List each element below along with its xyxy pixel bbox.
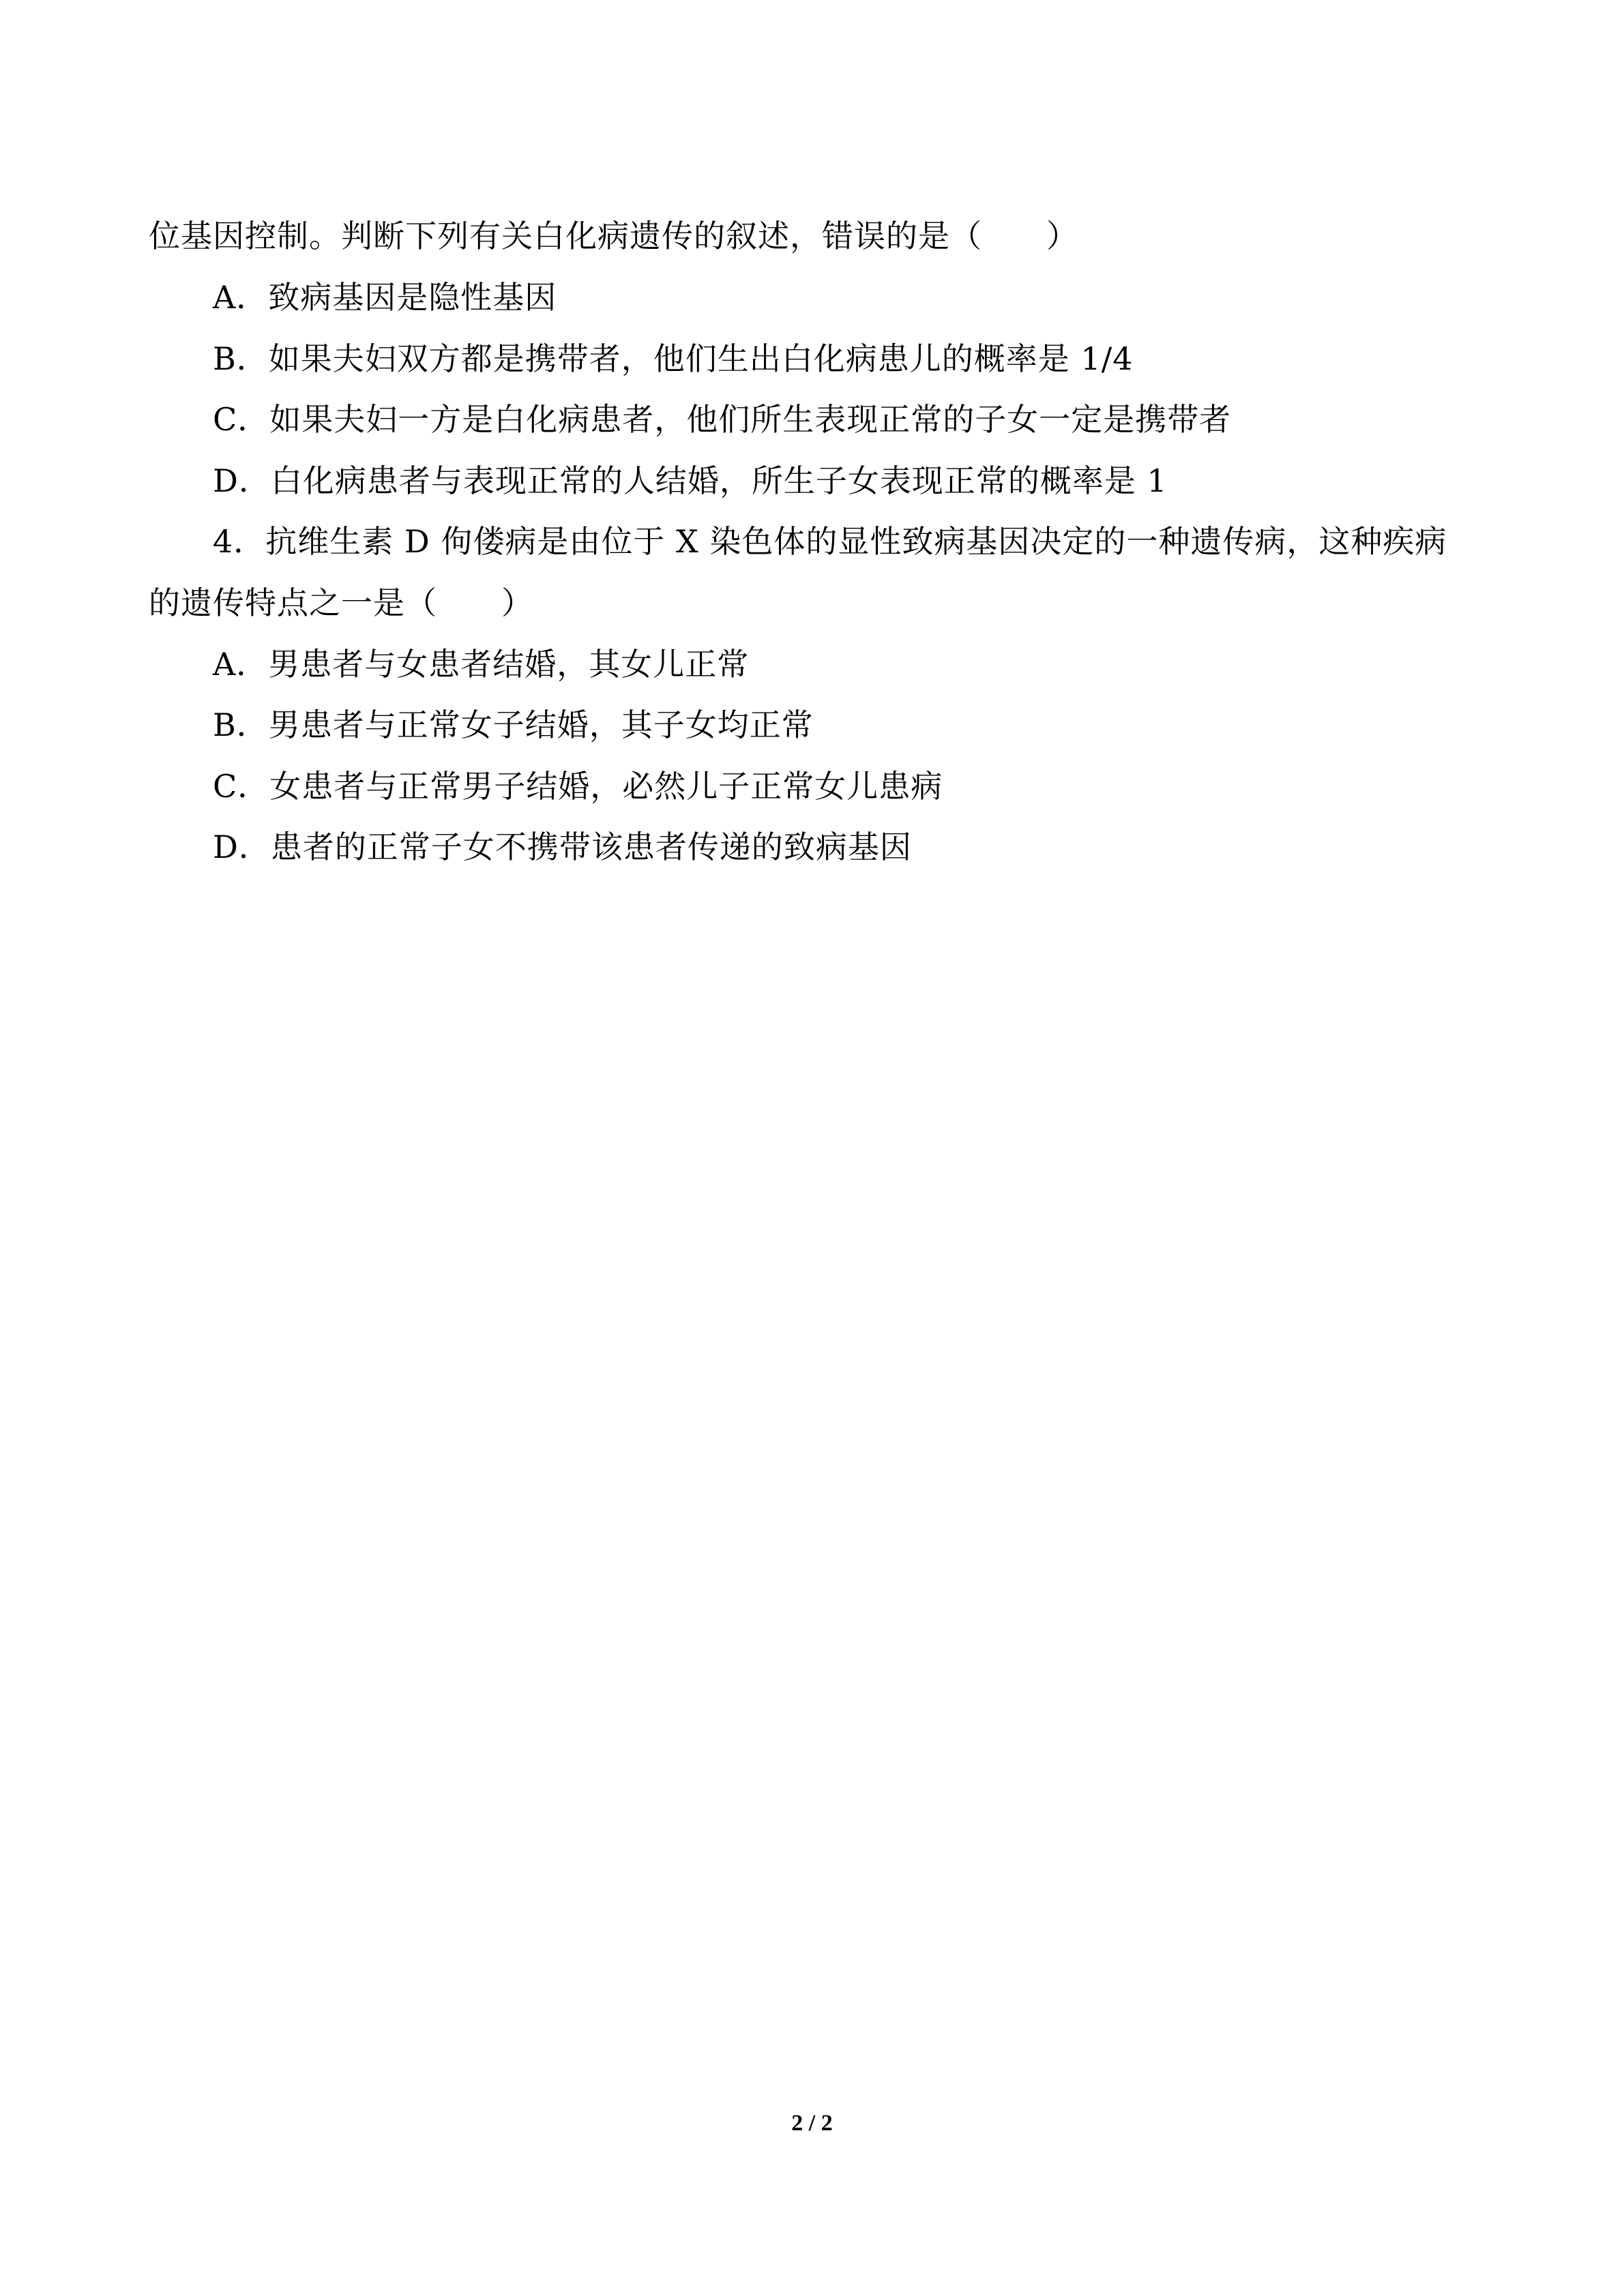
page-number: 2 / 2 [791,2111,833,2136]
question-3-stem-continuation: 位基因控制。判断下列有关白化病遗传的叙述，错误的是（ ） [149,218,1078,254]
question-4-option-c: C．女患者与正常男子结婚，必然儿子正常女儿患病 [213,768,943,805]
question-3-option-a: A．致病基因是隐性基因 [213,279,557,316]
question-4-option-d: D．患者的正常子女不携带该患者传递的致病基因 [213,829,912,865]
question-4-option-b: B．男患者与正常女子结婚，其子女均正常 [213,706,814,743]
question-4-stem-line-2: 的遗传特点之一是（ ） [149,584,533,621]
question-3-option-c: C．如果夫妇一方是白化病患者，他们所生表现正常的子女一定是携带者 [213,401,1232,438]
question-4-option-a: A．男患者与女患者结婚，其女儿正常 [213,646,750,683]
question-4-stem-line-1: 4．抗维生素 D 佝偻病是由位于 X 染色体的显性致病基因决定的一种遗传病，这种疾病 [213,523,1447,560]
question-3-option-b: B．如果夫妇双方都是携带者，他们生出白化病患儿的概率是 1/4 [213,340,1134,377]
question-3-option-d: D．白化病患者与表现正常的人结婚，所生子女表现正常的概率是 1 [213,462,1168,499]
